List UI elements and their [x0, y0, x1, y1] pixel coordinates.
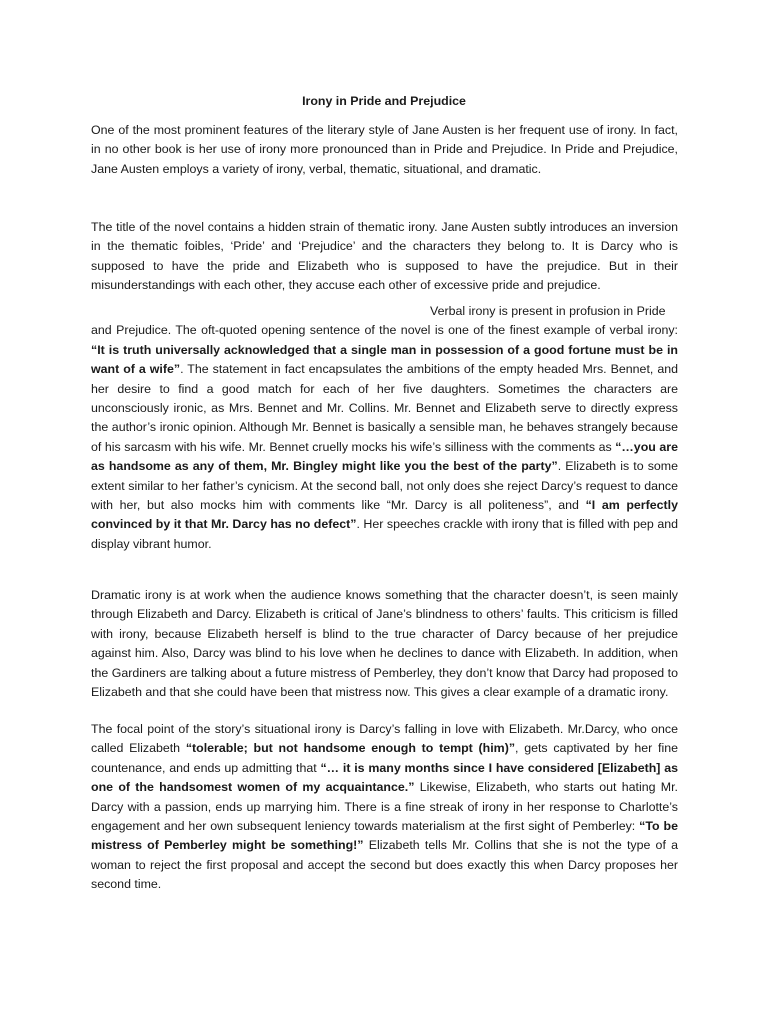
paragraph-thematic-irony: The title of the novel contains a hidden strain of thematic irony. Jane Austen subtly introduces an inversion in the thematic foibles, ‘Pride’ and ‘Prejudice’ and the characters they belong to. It is Darcy who is supposed to have the pride and Elizabeth who is supposed to have the prejudice. But in their misunderstandings with each other, they accuse each other of excessive pride and prejudice.: [91, 220, 678, 293]
quote-tolerable: “tolerable; but not handsome enough to tempt (him)”: [185, 741, 516, 756]
text-span: Likewise, Elizabeth, who starts out hating Mr. Darcy with a passion, ends up marrying him. There is a fine streak of irony in her response to Charlotte’s engagement and her own subsequent leniency towards materialism at the first sight of Pemberley:: [91, 780, 678, 834]
text-span: The focal point of the story’s situational irony is Darcy’s falling in love with Elizabeth. Mr.Darcy, who once called Elizabeth: [91, 722, 678, 756]
text-span: . Elizabeth is to some extent similar to her father’s cynicism. At the second ball, not only does she reject Darcy’s request to dance with her, but also mocks him with comments like “Mr. Darcy is all politeness”, and: [91, 459, 679, 513]
text-span: , gets captivated by her fine countenance, and ends up admitting that: [91, 741, 679, 775]
quote-pemberley: “To be mistress of Pemberley might be something!”: [91, 819, 678, 853]
quote-elizabeth: “I am perfectly convinced by it that Mr. Darcy has no defect”: [91, 498, 678, 532]
text-span: and Prejudice. The oft-quoted opening sentence of the novel is one of the finest example of verbal irony:: [91, 323, 678, 338]
text-span: . The statement in fact encapsulates the ambitions of the empty headed Mrs. Bennet, and her desire to find a good match for each of her five daughters. Sometimes the characters are unconsciously ironic, as Mrs. Bennet and Mr. Collins. Mr. Bennet and Elizabeth serve to directly express the author’s ironic opinion. Although Mr. Bennet is basically a sensible man, he behaves strangely because of his sarcasm with his wife. Mr. Bennet cruelly mocks his wife’s silliness with the comments as: [91, 362, 678, 454]
paragraph-dramatic-irony: Dramatic irony is at work when the audience knows something that the character doesn’t, is seen mainly through Elizabeth and Darcy. Elizabeth is critical of Jane’s blindness to others’ faults. This criticism is filled with irony, because Elizabeth herself is blind to the true character of Darcy because of her prejudice against him. Also, Darcy was blind to his love when he declines to dance with Elizabeth. In addition, when the Gardiners are talking about a future mistress of Pemberley, they don’t know that Darcy had proposed to Elizabeth and that she could have been that mistress now. This gives a clear example of a dramatic irony.: [91, 588, 678, 700]
paragraph-intro: One of the most prominent features of the literary style of Jane Austen is her frequent use of irony. In fact, in no other book is her use of irony more pronounced than in Pride and Prejudice. In Pride and Prejudice, Jane Austen employs a variety of irony, verbal, thematic, situational, and dramatic.: [91, 123, 678, 176]
quote-mr-bennet: “…you are as handsome as any of them, Mr. Bingley might like you the best of the party”: [91, 439, 678, 474]
paragraph-first-line: Verbal irony is present in profusion in Pride: [430, 304, 666, 318]
quote-handsomest: “… it is many months since I have considered [Elizabeth] as one of the handsomest women of my acquaintance.”: [91, 760, 678, 795]
text-span: Elizabeth tells Mr. Collins that she is not the type of a woman to reject the first proposal and accept the second but does exactly this when Darcy proposes her second time.: [91, 838, 678, 892]
quote-opening-sentence: “It is truth universally acknowledged that a single man in possession of a good fortune must be in want of a wife”: [91, 342, 678, 377]
paragraph-situational-irony: [91, 720, 678, 895]
text-span: . Her speeches crackle with irony that is filled with pep and display vibrant humor.: [91, 517, 678, 551]
document-title: Irony in Pride and Prejudice: [302, 94, 466, 108]
paragraph-verbal-irony: [91, 302, 678, 554]
